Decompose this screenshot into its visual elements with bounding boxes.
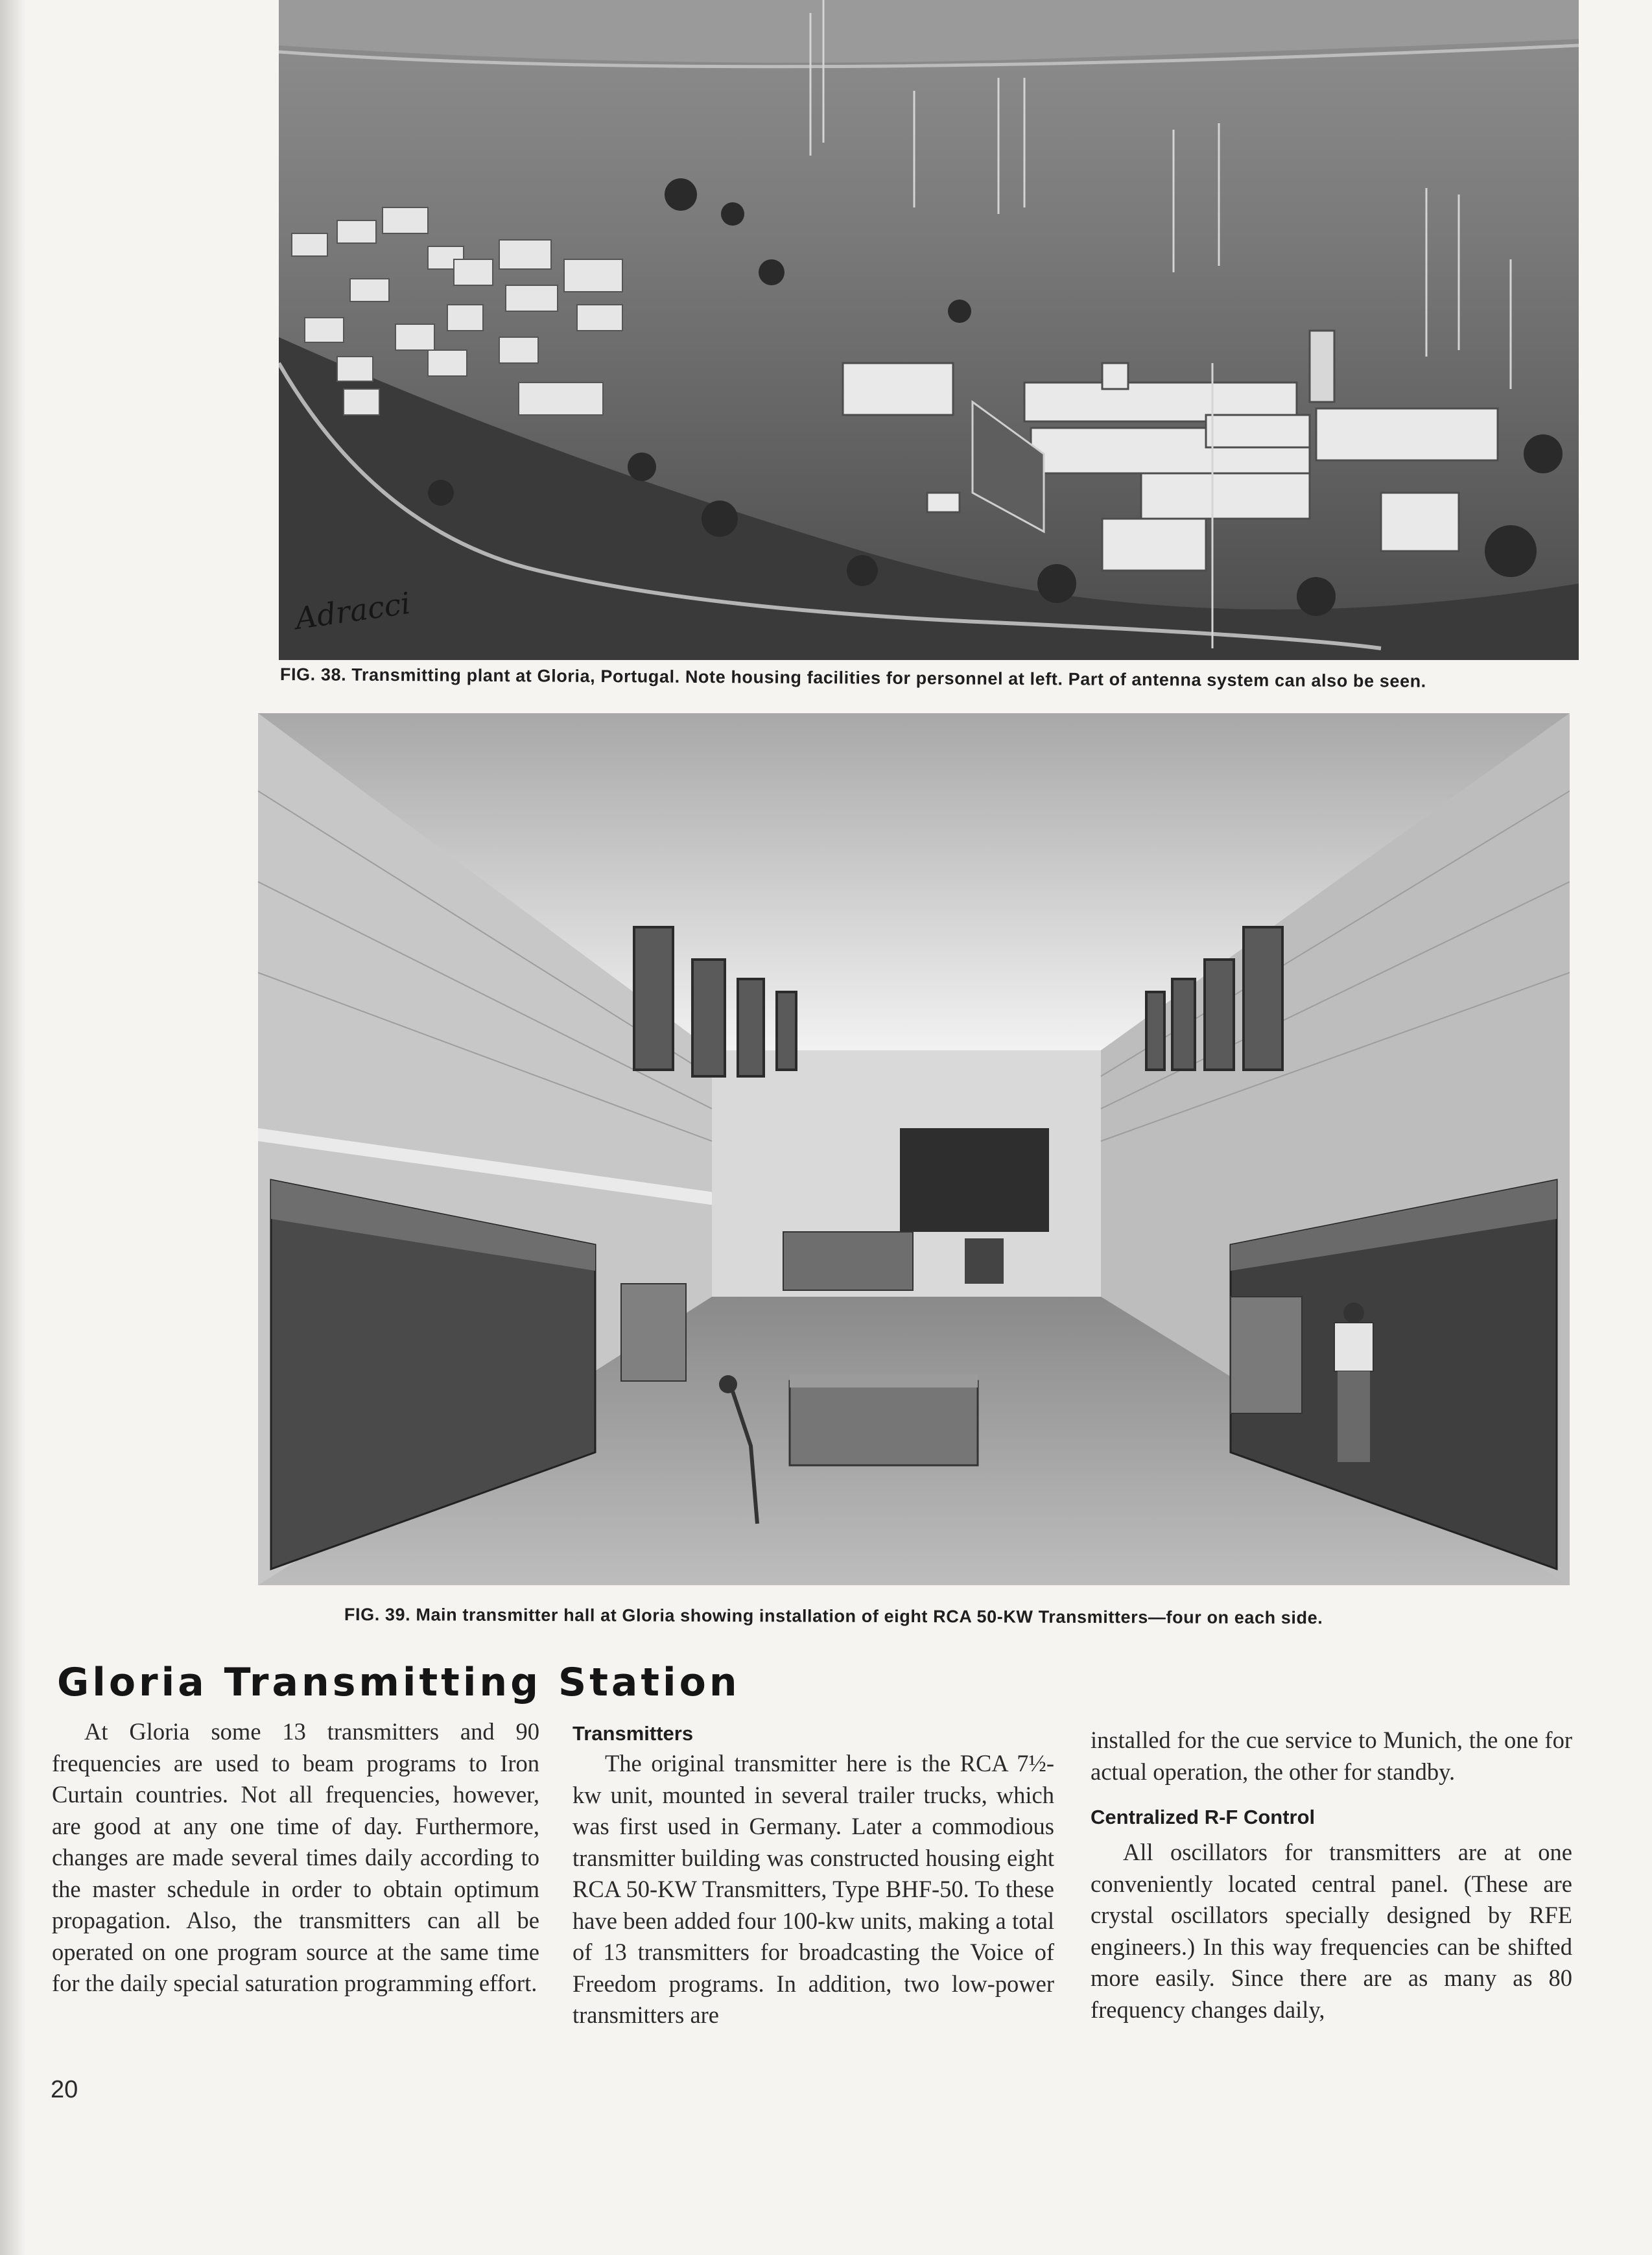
article-column-3 [1091, 1725, 1572, 2025]
article-paragraph: All oscillators for transmitters are at one conveniently located central panel. (These are crystal oscillators specially designed by RFE engineers.) In this way frequencies can be shifted more easily. Since there are as many as 80 frequency changes daily, [1091, 1839, 1572, 2023]
aerial-photo-illustration [279, 0, 1579, 660]
article-paragraph: At Gloria some 13 transmitters and 90 frequencies are used to beam programs to Iron Curtain countries. Not all frequencies, however, are good at any one time of day. Furthermore, changes are made several times daily according to the master schedule in order to obtain optimum propagation. Also, the transmitters can all be operated on one program source at the same time for the daily special saturation programming effort. [52, 1718, 539, 1996]
article-paragraph: The original transmitter here is the RCA 7½-kw unit, mounted in several trailer trucks, which was first used in Germany. Later a commodious transmitter building was constructed housing eight RCA 50-KW Transmitters, Type BHF-50. To these have been added four 100-kw units, making a total of 13 transmitters for broadcasting the Voice of Freedom programs. In addition, two low-power transmitters are [572, 1750, 1054, 2028]
article-title: Gloria Transmitting Station [57, 1660, 740, 1705]
figure-38-aerial-photo [279, 0, 1579, 660]
transmitter-hall-illustration [258, 713, 1570, 1585]
article-column-1 [52, 1716, 539, 2000]
figure-38-caption: FIG. 38. Transmitting plant at Gloria, Portugal. Note housing facilities for personnel at left. Part of antenna system can also be seen. [279, 665, 1426, 691]
article-paragraph: installed for the cue service to Munich, the one for actual operation, the other for standby. [1091, 1727, 1572, 1785]
section-heading-rf-control: Centralized R-F Control [1091, 1806, 1316, 1828]
article-column-2 [572, 1719, 1054, 2031]
page-gutter-shadow [0, 0, 26, 2255]
figure-39-transmitter-hall-photo [258, 713, 1570, 1585]
page-number: 20 [51, 2076, 78, 2103]
figure-39-caption: FIG. 39. Main transmitter hall at Gloria showing installation of eight RCA 50-KW Transmitters—four on each side. [344, 1605, 1323, 1628]
section-heading-transmitters: Transmitters [572, 1722, 694, 1745]
photo-signature: Adracci [293, 585, 413, 637]
